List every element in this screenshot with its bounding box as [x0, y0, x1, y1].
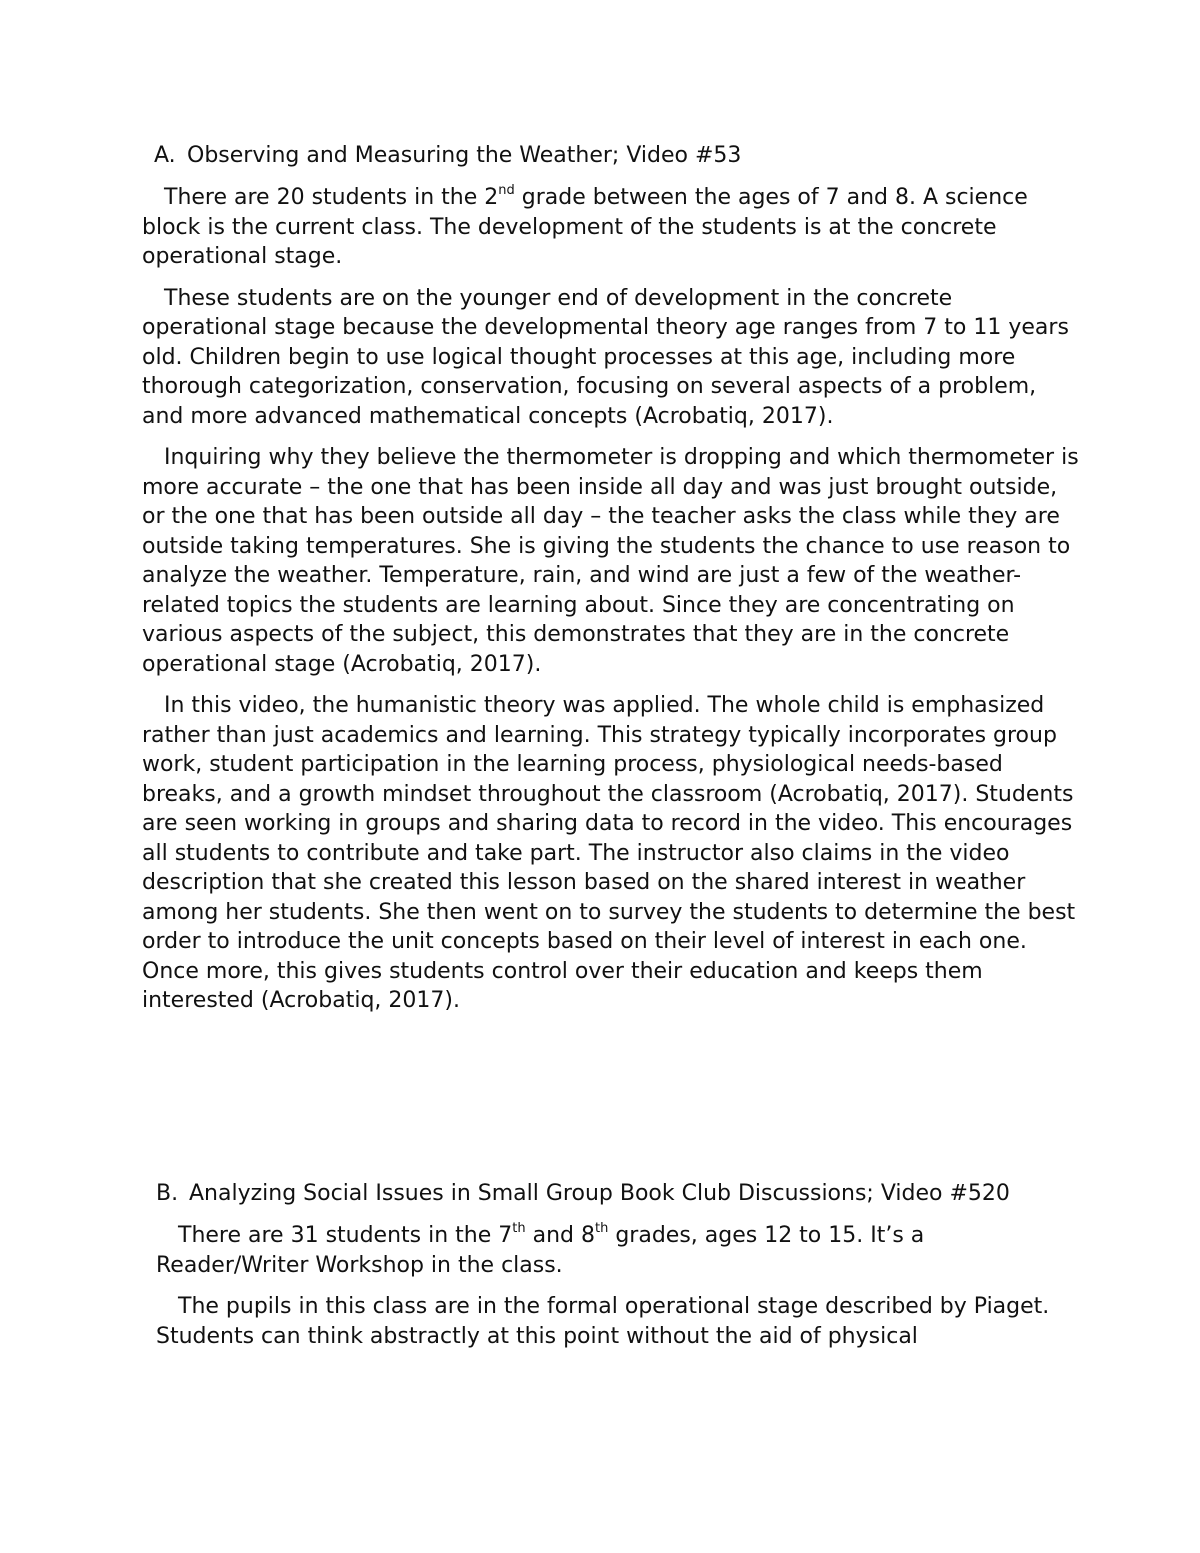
section-b-marker: B.	[156, 1181, 179, 1206]
section-a-paragraph-4: In this video, the humanistic theory was applied. The whole child is emphasized rather than just academics and learning. This strategy typically incorporates group work, student participation in the learning process, physiological needs-based breaks, and a growth mindset throughout the classroom (Acrobatiq, 2017). Students are seen working in groups and sharing data to record in the video. This encourages all students to contribute and take part. The instructor also claims in the video description that she created this lesson based on the shared interest in weather among her students. She then went on to survey the students to determine the best order to introduce the unit concepts based on their level of interest in each one. Once more, this gives students control over their education and keeps them interested (Acrobatiq, 2017).	[142, 693, 1076, 1013]
section-a-paragraph-2: These students are on the younger end of development in the concrete operational stage because the developmental theory age ranges from 7 to 11 years old. Children begin to use logical thought processes at this age, including more thorough categorization, conservation, focusing on several aspects of a problem, and more advanced mathematical concepts (Acrobatiq, 2017).	[142, 285, 1069, 429]
section-a-title: Observing and Measuring the Weather; Video #53	[187, 143, 742, 168]
section-a-paragraph-3: Inquiring why they believe the thermometer is dropping and which thermometer is more accurate – the one that has been inside all day and was just brought outside, or the one that has been outside all day – the teacher asks the class while they are outside taking temperatures. She is giving the students the chance to use reason to analyze the weather. Temperature, rain, and wind are just a few of the weather-related topics the students are learning about. Since they are concentrating on various aspects of the subject, this demonstrates that they are in the concrete operational stage (Acrobatiq, 2017).	[142, 445, 1079, 677]
section-b-paragraph-2: The pupils in this class are in the formal operational stage described by Piaget. Students can think abstractly at this point without the aid of physical	[156, 1294, 1050, 1349]
section-a-marker: A.	[154, 143, 176, 168]
section-b-paragraph-1: There are 31 students in the 7th and 8th grades, ages 12 to 15. It’s a Reader/Writer Workshop in the class.	[156, 1220, 925, 1278]
section-a	[142, 141, 1082, 1028]
section-a-paragraph-1: There are 20 students in the 2nd grade between the ages of 7 and 8. A science block is the current class. The development of the students is at the concrete operational stage.	[142, 182, 1028, 269]
section-b-heading	[156, 1179, 1076, 1208]
section-a-heading	[142, 141, 1082, 170]
section-b-title: Analyzing Social Issues in Small Group Book Club Discussions; Video #520	[189, 1181, 1010, 1206]
section-b	[156, 1179, 1076, 1363]
